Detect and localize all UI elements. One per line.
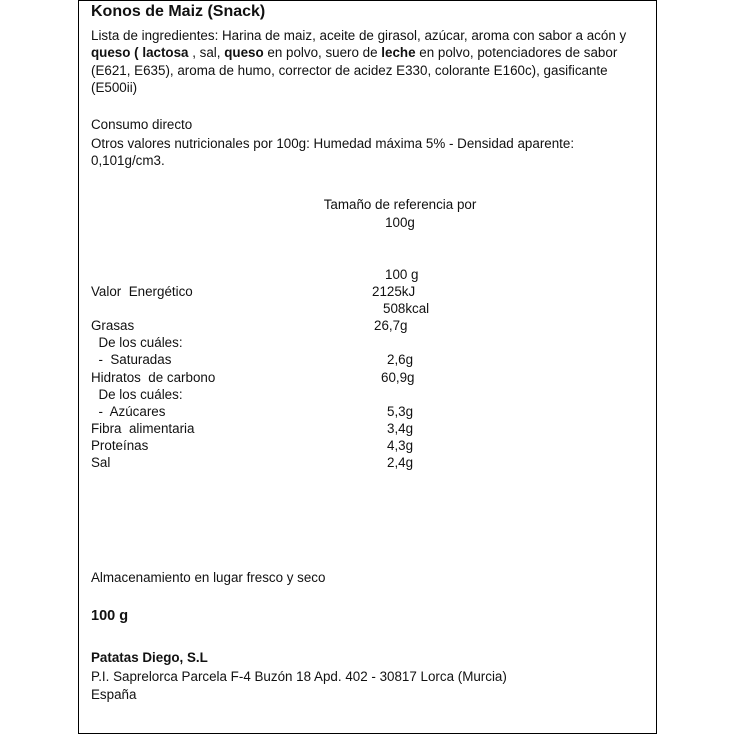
- net-weight: 100 g: [91, 608, 129, 624]
- storage-instructions: Almacenamiento en lugar fresco y seco: [91, 570, 326, 585]
- table-row: [91, 317, 491, 334]
- row-label: Grasas: [91, 318, 135, 333]
- row-value: 508kcal: [383, 301, 430, 316]
- row-value: 5,3g: [387, 404, 414, 419]
- row-label: Fibra alimentaria: [91, 421, 195, 436]
- row-value: 26,7g: [374, 318, 408, 333]
- reference-header-line1: Tamaño de referencia por: [323, 197, 477, 212]
- other-nutritional-values: Otros valores nutricionales por 100g: Humedad máxima 5% - Densidad aparente: 0,101g/cm3.: [91, 136, 575, 169]
- row-value: 4,3g: [387, 438, 414, 453]
- row-value: 2,6g: [387, 352, 414, 367]
- row-value: 3,4g: [387, 421, 414, 436]
- ingredients-list: [91, 27, 643, 97]
- table-row: [91, 403, 491, 420]
- row-label: Hidratos de carbono: [91, 370, 216, 385]
- table-row: [91, 300, 491, 317]
- table-row: [91, 351, 491, 368]
- row-value: 2125kJ: [372, 284, 416, 299]
- address-line-2: España: [91, 687, 137, 702]
- table-row: [91, 454, 491, 471]
- reference-header-line2: 100g: [385, 215, 415, 230]
- table-row: [91, 283, 491, 300]
- nutrition-column-header: [91, 266, 491, 283]
- allergen-queso: queso: [91, 45, 131, 61]
- row-label: - Saturadas: [91, 352, 172, 367]
- row-label: De los cuáles:: [91, 387, 183, 402]
- product-title: Konos de Maiz (Snack): [91, 3, 266, 20]
- ingredients-text-suffix: en polvo, potenciadores de sabor (E621, E635), aroma de humo, corrector de acidez E330, colorante E160c), gasificante (E500ii): [91, 45, 618, 96]
- row-value: 60,9g: [381, 370, 415, 385]
- table-row: [91, 369, 491, 386]
- ingredients-text-prefix: Lista de ingredientes: Harina de maiz, aceite de girasol, azúcar, aroma con sabor a acón y: [91, 28, 627, 43]
- allergen-leche: leche: [381, 45, 416, 61]
- manufacturer-name: Patatas Diego, S.L: [91, 650, 208, 665]
- paren-open: (: [130, 45, 143, 61]
- table-row: [91, 437, 491, 454]
- table-row: [91, 386, 491, 403]
- row-label: Sal: [91, 455, 111, 470]
- address-line-1: P.I. Saprelorca Parcela F-4 Buzón 18 Apd. 402 - 30817 Lorca (Murcia): [91, 669, 507, 684]
- row-label: De los cuáles:: [91, 335, 183, 350]
- row-label: Valor Energético: [91, 284, 193, 299]
- table-row: [91, 420, 491, 437]
- allergen-queso-2: queso: [224, 45, 264, 61]
- usage-text: Consumo directo: [91, 117, 193, 132]
- row-value: 2,4g: [387, 455, 414, 470]
- row-label: - Azúcares: [91, 404, 166, 419]
- column-unit: 100 g: [385, 267, 419, 282]
- row-label: Proteínas: [91, 438, 149, 453]
- allergen-lactosa: lactosa: [142, 45, 189, 61]
- ingredients-text-mid2: en polvo, suero de: [263, 45, 382, 61]
- manufacturer-address: [91, 668, 507, 704]
- ingredients-text-mid1: , sal,: [188, 45, 225, 61]
- table-row: [91, 334, 491, 351]
